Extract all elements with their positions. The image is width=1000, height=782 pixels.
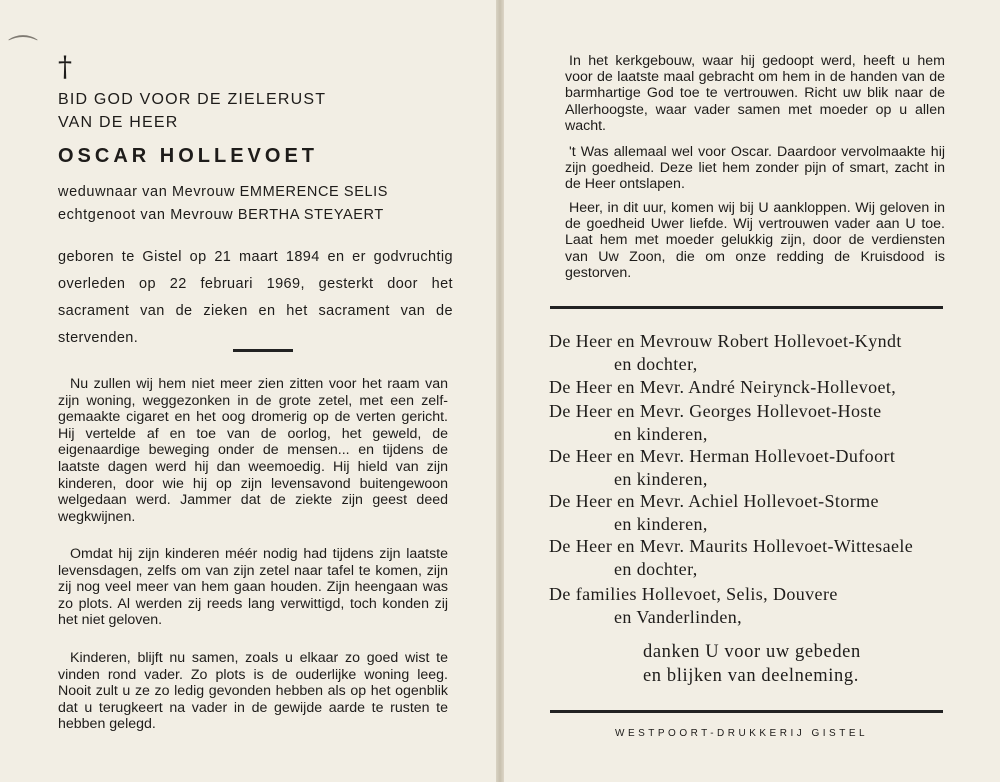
family-line-8: De Heer en Mevr. Achiel Hollevoet-Storme — [549, 491, 879, 511]
family-line-2: en dochter, — [614, 354, 698, 374]
family-line-4: De Heer en Mevr. Georges Hollevoet-Hoste — [549, 401, 882, 421]
paragraph-church: In het kerkgebouw, waar hij gedoopt werd, heeft u hem voor de laatste maal gebracht om hem in de handen van de barmhartige God toe te vertrouwen. Richt uw blik naar de Allerhoogste, waar vader samen met moeder op u allen wacht. — [565, 53, 945, 134]
family-line-5: en kinderen, — [614, 424, 708, 444]
deceased-name: OSCAR HOLLEVOET — [58, 145, 319, 167]
card-fold — [496, 0, 504, 782]
paragraph-prayer: Heer, in dit uur, komen wij bij U aankloppen. Wij geloven in de goedheid Uwer liefde. Wij vertrouwen vader aan U toe. Laat hem met moeder gelukkig zijn, door de verdiensten van Uw Zoon, die om onze redding de Kruisdood is gestorven. — [565, 200, 945, 281]
family-line-7: en kinderen, — [614, 469, 708, 489]
relation-spouse: echtgenoot van Mevrouw BERTHA STEYAERT — [58, 207, 384, 223]
family-line-13: en Vanderlinden, — [614, 607, 743, 627]
paragraph-children: Omdat hij zijn kinderen méér nodig had tijdens zijn laatste levensdagen, zelfs om van zijn zetel naar tafel te komen, zijn zij nog veel meer van hem gaan houden. Zijn heengaan was zo plots. Al werden zij reeds lang verwittigd, toch konden zij het niet geloven. — [58, 546, 448, 629]
divider-bottom — [550, 710, 943, 713]
prayer-line-1: BID GOD VOOR DE ZIELERUST — [58, 91, 327, 108]
family-line-12: De families Hollevoet, Selis, Douvere — [549, 584, 838, 604]
divider-top — [550, 306, 943, 309]
family-line-1: De Heer en Mevrouw Robert Hollevoet-Kyndt — [549, 331, 902, 351]
paragraph-advice: Kinderen, blijft nu samen, zoals u elkaar zo goed wist te vinden rond vader. Zo plots is de ouderlijke woning leeg. Nooit zult u ze zo ledig gevonden hebben als op het ogenblik dat u terugkeert na vader in de gewijde aarde te rusten te hebben gelegd. — [58, 650, 448, 733]
pencil-mark-icon: ⌒ — [8, 35, 38, 68]
printer-credit: WESTPOORT-DRUKKERIJ GISTEL — [615, 728, 869, 739]
family-line-6: De Heer en Mevr. Herman Hollevoet-Dufoort — [549, 446, 896, 466]
divider-short — [233, 349, 293, 352]
thanks-line-1: danken U voor uw gebeden — [643, 642, 861, 662]
family-line-3: De Heer en Mevr. André Neirynck-Hollevoet, — [549, 377, 897, 397]
paragraph-memory: Nu zullen wij hem niet meer zien zitten voor het raam van zijn woning, weggezonken in de grote zetel, met een zelf-gemaakte cigaret en het oog dromerig op de verten gericht. Hij vertelde af en toe van de oorlog, het geweld, de eigenaardige beweging onder de mensen... en tijdens de laatste dagen werd hij dan weemoedig. Hij hield van zijn kinderen, door wie hij op zijn levensavond buitengewoon welgedaan werd. Jammer dat de ziekte zijn geest deed wegkwijnen. — [58, 376, 448, 525]
birth-death-text: geboren te Gistel op 21 maart 1894 en er godvruchtig overleden op 22 februari 1969, gesterkt door het sacrament van de zieken en het sacrament van de stervenden. — [58, 249, 453, 346]
family-line-9: en kinderen, — [614, 514, 708, 534]
cross-icon: † — [58, 50, 72, 83]
paragraph-goodness: 't Was allemaal wel voor Oscar. Daardoor vervolmaakte hij zijn goedheid. Deze liet hem zonder pijn of smart, zacht in de Heer ontslapen. — [565, 144, 945, 193]
relation-widower: weduwnaar van Mevrouw EMMERENCE SELIS — [58, 184, 389, 200]
prayer-line-2: VAN DE HEER — [58, 114, 179, 131]
family-line-11: en dochter, — [614, 559, 698, 579]
thanks-line-2: en blijken van deelneming. — [643, 666, 859, 686]
family-line-10: De Heer en Mevr. Maurits Hollevoet-Wittesaele — [549, 536, 914, 556]
